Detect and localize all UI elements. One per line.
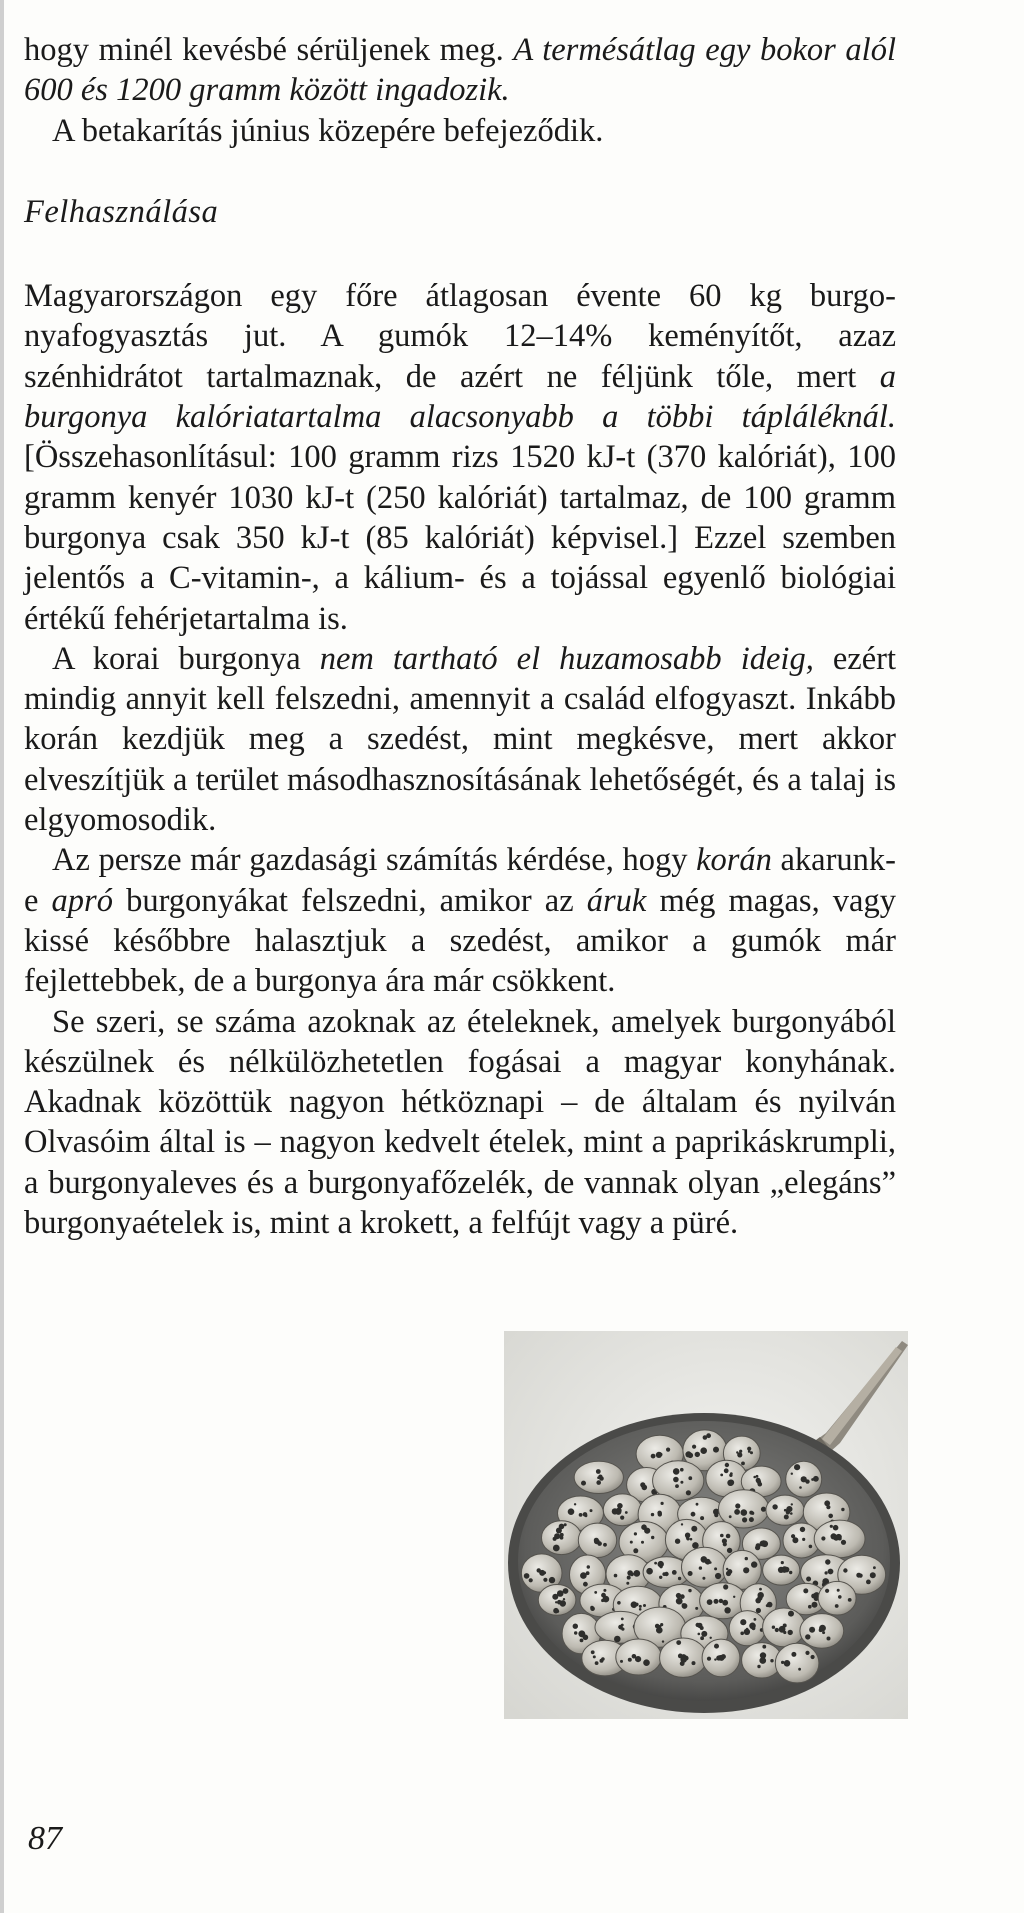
herb-speck <box>676 1640 681 1645</box>
herb-speck <box>726 1571 731 1576</box>
herb-speck <box>543 1571 546 1574</box>
herb-speck <box>727 1480 733 1486</box>
herb-speck <box>843 1568 847 1572</box>
herb-speck <box>640 1482 645 1487</box>
herb-speck <box>778 1567 784 1573</box>
herb-speck <box>798 1668 801 1671</box>
herb-speck <box>635 1656 641 1662</box>
herb-speck <box>662 1640 664 1642</box>
herb-speck <box>722 1600 728 1606</box>
herb-speck <box>664 1572 668 1576</box>
herb-speck <box>686 1536 689 1539</box>
herb-speck <box>745 1557 748 1560</box>
herb-speck <box>841 1508 844 1511</box>
herb-speck <box>756 1478 761 1483</box>
herb-speck <box>590 1606 595 1611</box>
section-heading: Felhasználása <box>24 193 219 230</box>
herb-speck <box>802 1538 805 1541</box>
herb-speck <box>580 1639 584 1643</box>
herb-speck <box>680 1594 685 1599</box>
emphasis-storage: nem tartható el huzamosabb ideig, <box>319 640 814 677</box>
herb-speck <box>755 1598 761 1604</box>
herb-speck <box>812 1602 818 1608</box>
herb-speck <box>627 1570 633 1576</box>
herb-speck <box>703 1435 708 1440</box>
herb-speck <box>601 1593 606 1598</box>
paragraph-economics <box>24 840 896 1001</box>
herb-speck <box>710 1637 712 1639</box>
herb-speck <box>698 1633 701 1636</box>
herb-speck <box>641 1524 647 1530</box>
herb-speck <box>762 1645 766 1649</box>
herb-speck <box>822 1631 825 1634</box>
herb-speck <box>841 1540 846 1545</box>
herb-speck <box>781 1561 784 1564</box>
herb-speck <box>751 1512 754 1515</box>
herb-speck <box>543 1578 547 1582</box>
herb-speck <box>700 1636 704 1640</box>
herb-speck <box>661 1502 664 1505</box>
herb-speck <box>734 1509 740 1515</box>
text-run: Magyarországon egy főre átlagosan évente 60 kg burgonyafogyasztás jut. A gumók 12–14% keményítőt, azaz szénhidrátot tartalmaznak, de azért ne féljünk tőle, mert <box>24 278 896 395</box>
text-run: A korai burgonya <box>52 640 320 677</box>
herb-speck <box>651 1513 654 1516</box>
herb-speck <box>699 1566 702 1569</box>
herb-speck <box>794 1464 800 1470</box>
herb-speck <box>806 1577 811 1582</box>
herb-speck <box>524 1573 530 1579</box>
herb-speck <box>633 1548 638 1553</box>
herb-speck <box>673 1477 679 1483</box>
herb-speck <box>729 1515 732 1518</box>
herb-speck <box>680 1468 684 1472</box>
herb-speck <box>559 1524 565 1530</box>
herb-speck <box>659 1576 662 1579</box>
herb-speck <box>827 1637 831 1641</box>
paragraph-early-potato <box>24 639 896 840</box>
herb-speck <box>595 1661 599 1665</box>
emphasis-price: áruk <box>586 882 647 919</box>
herb-speck <box>737 1452 742 1457</box>
herb-speck <box>791 1503 793 1505</box>
herb-speck <box>582 1574 585 1577</box>
emphasis-small: apró <box>51 882 113 919</box>
herb-speck <box>630 1541 633 1544</box>
text-run: hogy minél kevésbé sérüljenek meg. <box>24 32 514 68</box>
herb-speck <box>784 1660 791 1667</box>
herb-speck <box>825 1589 829 1593</box>
herb-speck <box>720 1474 723 1477</box>
herb-speck <box>819 1625 826 1632</box>
text-run: akarunk-e <box>24 842 897 919</box>
herb-speck <box>702 1577 705 1580</box>
herb-speck <box>579 1631 585 1637</box>
herb-speck <box>772 1626 775 1629</box>
herb-speck <box>848 1598 852 1602</box>
herb-speck <box>563 1598 565 1600</box>
paragraph-consumption <box>24 276 896 639</box>
herb-speck <box>756 1608 761 1613</box>
herb-speck <box>821 1536 825 1540</box>
herb-speck <box>743 1567 749 1573</box>
herb-speck <box>808 1605 812 1609</box>
herb-speck <box>714 1658 716 1660</box>
text-run: [Összehasonlításul: 100 gramm rizs 1520 kJ-t (370 kalóriát), 100 gramm kenyér 1030 kJ-t (250 kalóriát) tartalmaz, de 100 gramm burgonya csak 350 kJ-t (85 kalóriát) képvisel.] Ezzel szemben jelentős a C-vitamin-, a kálium- és a tojással egyenlő biológiai értékű fehérjetartalma is. <box>24 439 896 637</box>
emphasis-early: korán <box>696 842 772 879</box>
herb-speck <box>803 1588 808 1593</box>
herb-speck <box>681 1654 687 1660</box>
herb-speck <box>729 1474 732 1477</box>
herb-speck <box>700 1447 707 1454</box>
potato <box>682 1547 728 1587</box>
herb-speck <box>628 1658 632 1662</box>
herb-speck <box>646 1568 653 1575</box>
herb-speck <box>873 1566 876 1569</box>
potato-pan-illustration <box>504 1331 908 1719</box>
herb-speck <box>805 1651 809 1655</box>
herb-speck <box>691 1526 697 1532</box>
herb-speck <box>560 1533 564 1537</box>
herb-speck <box>587 1565 590 1568</box>
herb-speck <box>724 1468 729 1473</box>
herb-speck <box>700 1516 704 1520</box>
herb-speck <box>805 1634 810 1639</box>
herb-speck <box>786 1506 792 1512</box>
herb-speck <box>828 1569 834 1575</box>
herb-speck <box>692 1661 696 1665</box>
herb-speck <box>870 1572 876 1578</box>
herb-speck <box>596 1480 601 1485</box>
herb-speck <box>603 1589 606 1592</box>
herb-speck <box>557 1600 562 1605</box>
herb-speck <box>553 1537 557 1541</box>
herb-speck <box>626 1582 629 1585</box>
herb-speck <box>775 1628 779 1632</box>
herb-speck <box>643 1659 650 1666</box>
herb-speck <box>747 1447 751 1451</box>
herb-speck <box>791 1652 796 1657</box>
herb-speck <box>714 1644 719 1649</box>
herb-speck <box>759 1588 762 1591</box>
herb-speck <box>856 1573 861 1578</box>
herb-speck <box>666 1448 670 1452</box>
herb-speck <box>813 1476 819 1482</box>
herb-speck <box>643 1604 646 1607</box>
text-run: burgonyákat felszedni, amikor az <box>112 882 587 919</box>
herb-speck <box>825 1571 828 1574</box>
herb-speck <box>682 1603 688 1609</box>
herb-speck <box>564 1523 567 1526</box>
herb-speck <box>641 1541 644 1544</box>
herb-speck <box>724 1607 730 1613</box>
page-number: 87 <box>28 1820 62 1857</box>
herb-speck <box>725 1463 729 1467</box>
herb-speck <box>726 1534 731 1539</box>
herb-speck <box>833 1535 839 1541</box>
herb-speck <box>742 1517 747 1522</box>
herb-speck <box>791 1473 793 1475</box>
herb-speck <box>639 1605 642 1608</box>
herb-speck <box>678 1577 681 1580</box>
herb-speck <box>727 1548 732 1553</box>
herb-speck <box>757 1665 760 1668</box>
herb-speck <box>585 1514 588 1517</box>
herb-speck <box>563 1588 569 1594</box>
herb-speck <box>593 1655 596 1658</box>
herb-speck <box>701 1631 707 1637</box>
herb-speck <box>651 1536 654 1539</box>
herb-speck <box>675 1539 680 1544</box>
herb-speck <box>752 1626 756 1630</box>
herb-speck <box>600 1659 604 1663</box>
text-column <box>24 30 896 1243</box>
text-run: Az persze már gazdasági számítás kérdése, hogy <box>52 842 697 879</box>
herb-speck <box>574 1631 577 1634</box>
herb-speck <box>598 1475 602 1479</box>
herb-speck <box>529 1578 533 1582</box>
herb-speck <box>627 1576 631 1580</box>
herb-speck <box>616 1508 622 1514</box>
herb-speck <box>614 1636 621 1643</box>
herb-speck <box>781 1661 784 1664</box>
herb-speck <box>707 1657 711 1661</box>
herb-speck <box>740 1619 746 1625</box>
herb-speck <box>691 1512 696 1517</box>
herb-speck <box>714 1599 719 1604</box>
herb-speck <box>553 1545 560 1552</box>
emphasis-calories: a burgonya kalóriatartalma alacsonyabb a többi tápláléknál. <box>24 358 896 436</box>
herb-speck <box>835 1604 839 1608</box>
herb-speck <box>631 1601 638 1608</box>
herb-speck <box>553 1608 559 1614</box>
herb-speck <box>672 1570 677 1575</box>
herb-speck <box>620 1516 624 1520</box>
herb-speck <box>603 1543 607 1547</box>
herb-speck <box>756 1475 759 1478</box>
herb-speck <box>583 1582 588 1587</box>
herb-speck <box>549 1577 555 1583</box>
herb-speck <box>755 1545 760 1550</box>
herb-speck <box>760 1657 767 1664</box>
herb-speck <box>733 1596 735 1598</box>
herb-speck <box>690 1538 693 1541</box>
herb-speck <box>720 1534 724 1538</box>
herb-speck <box>790 1512 793 1515</box>
herb-speck <box>586 1571 590 1575</box>
herb-speck <box>761 1507 766 1512</box>
herb-speck <box>766 1604 769 1607</box>
herb-speck <box>719 1599 723 1603</box>
herb-speck <box>621 1618 624 1621</box>
herb-speck <box>680 1481 683 1484</box>
herb-speck <box>809 1627 815 1633</box>
paragraph-continuation <box>24 30 896 111</box>
herb-speck <box>688 1571 693 1576</box>
herb-speck <box>866 1580 871 1585</box>
herb-speck <box>625 1511 628 1514</box>
herb-speck <box>688 1589 691 1592</box>
herb-speck <box>788 1630 793 1635</box>
herb-speck <box>675 1484 679 1488</box>
herb-speck <box>633 1570 640 1577</box>
herb-speck <box>811 1655 815 1659</box>
herb-speck <box>621 1624 624 1627</box>
herb-speck <box>657 1452 662 1457</box>
herb-speck <box>596 1469 601 1474</box>
herb-speck <box>654 1562 657 1565</box>
herb-speck <box>744 1629 750 1635</box>
herb-speck <box>751 1561 757 1567</box>
text-run: ezért mindig annyit kell felszedni, amennyit a család elfogyaszt. Inkább korán kezdjük meg a szedést, mint megkésve, mert akkor elveszítjük a terület másodhasznosításának lehetőségét, és a talaj is elgyomosodik. <box>24 640 896 839</box>
herb-speck <box>723 1542 727 1546</box>
herb-speck <box>579 1513 583 1517</box>
herb-speck <box>656 1627 663 1634</box>
herb-speck <box>789 1571 792 1574</box>
herb-speck <box>784 1515 789 1520</box>
herb-speck <box>591 1650 595 1654</box>
herb-speck <box>601 1599 604 1602</box>
herb-speck <box>779 1626 786 1633</box>
herb-speck <box>557 1590 564 1597</box>
herb-speck <box>557 1529 560 1532</box>
herb-speck <box>707 1599 713 1605</box>
herb-speck <box>688 1476 692 1480</box>
herb-speck <box>590 1509 593 1512</box>
paragraph-dishes: Se szeri, se száma azoknak az ételeknek, amelyek burgonyából készülnek és nélkülözhetetlen fogásai a magyar konyhának. Akadnak közöttük nagyon hétköznapi – de általam és nyilván Olvasóim által is – nagyon kedvelt ételek, mint a paprikáskrumpli, a burgonyaleves és a burgonyafőzelék, de vannak olyan „elegáns” burgonyaételek is, mint a krokett, a felfújt vagy a püré. <box>24 1003 896 1242</box>
herb-speck <box>651 1454 656 1459</box>
text-run: még magas, vagy kissé későbbre halasztjuk a szedést, amikor a gumók már fejlettebbek, de a burgonya ára már csökkent. <box>24 882 896 1000</box>
herb-speck <box>573 1624 578 1629</box>
herb-speck <box>838 1595 842 1599</box>
herb-speck <box>617 1601 621 1605</box>
herb-speck <box>686 1490 691 1495</box>
herb-speck <box>639 1608 642 1611</box>
herb-speck <box>770 1659 773 1662</box>
herb-speck <box>726 1568 728 1570</box>
herb-speck <box>830 1525 833 1528</box>
herb-speck <box>826 1505 830 1509</box>
herb-speck <box>681 1523 683 1525</box>
herb-speck <box>809 1545 813 1549</box>
herb-speck <box>614 1574 618 1578</box>
paragraph-harvest-end: A betakarítás június közepére befejeződik. <box>52 112 604 149</box>
herb-speck <box>714 1567 717 1570</box>
herb-speck <box>723 1584 728 1589</box>
herb-speck <box>700 1626 704 1630</box>
herb-speck <box>753 1476 756 1479</box>
herb-speck <box>828 1514 833 1519</box>
herb-speck <box>581 1481 586 1486</box>
herb-speck <box>735 1503 740 1508</box>
herb-speck <box>801 1476 807 1482</box>
page-edge-shadow <box>0 0 4 1913</box>
herb-speck <box>800 1527 805 1532</box>
herb-speck <box>692 1445 696 1449</box>
potato-pan-photo <box>504 1331 908 1719</box>
herb-speck <box>620 1660 623 1663</box>
herb-speck <box>713 1447 719 1453</box>
herb-speck <box>634 1532 637 1535</box>
herb-speck <box>673 1468 680 1475</box>
herb-speck <box>788 1611 794 1617</box>
herb-speck <box>594 1591 597 1594</box>
herb-speck <box>772 1504 777 1509</box>
herb-speck <box>658 1512 662 1516</box>
herb-speck <box>760 1541 766 1547</box>
herb-speck <box>740 1632 744 1636</box>
herb-speck <box>695 1607 698 1610</box>
herb-speck <box>741 1462 745 1466</box>
emphasis-yield: A termésátlag egy bokor alól 600 és 1200 gramm között ingadozik. <box>24 32 896 109</box>
herb-speck <box>660 1565 663 1568</box>
herb-speck <box>741 1509 748 1516</box>
herb-speck <box>799 1486 802 1489</box>
potato <box>603 1494 641 1526</box>
herb-speck <box>715 1573 721 1579</box>
herb-speck <box>705 1559 711 1565</box>
herb-speck <box>716 1655 721 1660</box>
herb-speck <box>833 1525 839 1531</box>
herb-speck <box>568 1508 575 1515</box>
herb-speck <box>825 1559 830 1564</box>
herb-speck <box>784 1567 790 1573</box>
herb-speck <box>574 1503 576 1505</box>
herb-speck <box>792 1537 798 1543</box>
herb-speck <box>754 1618 757 1621</box>
herb-speck <box>696 1503 699 1506</box>
herb-speck <box>688 1453 694 1459</box>
herb-speck <box>695 1452 700 1457</box>
herb-speck <box>837 1589 840 1592</box>
herb-speck <box>594 1538 599 1543</box>
herb-speck <box>749 1517 754 1522</box>
